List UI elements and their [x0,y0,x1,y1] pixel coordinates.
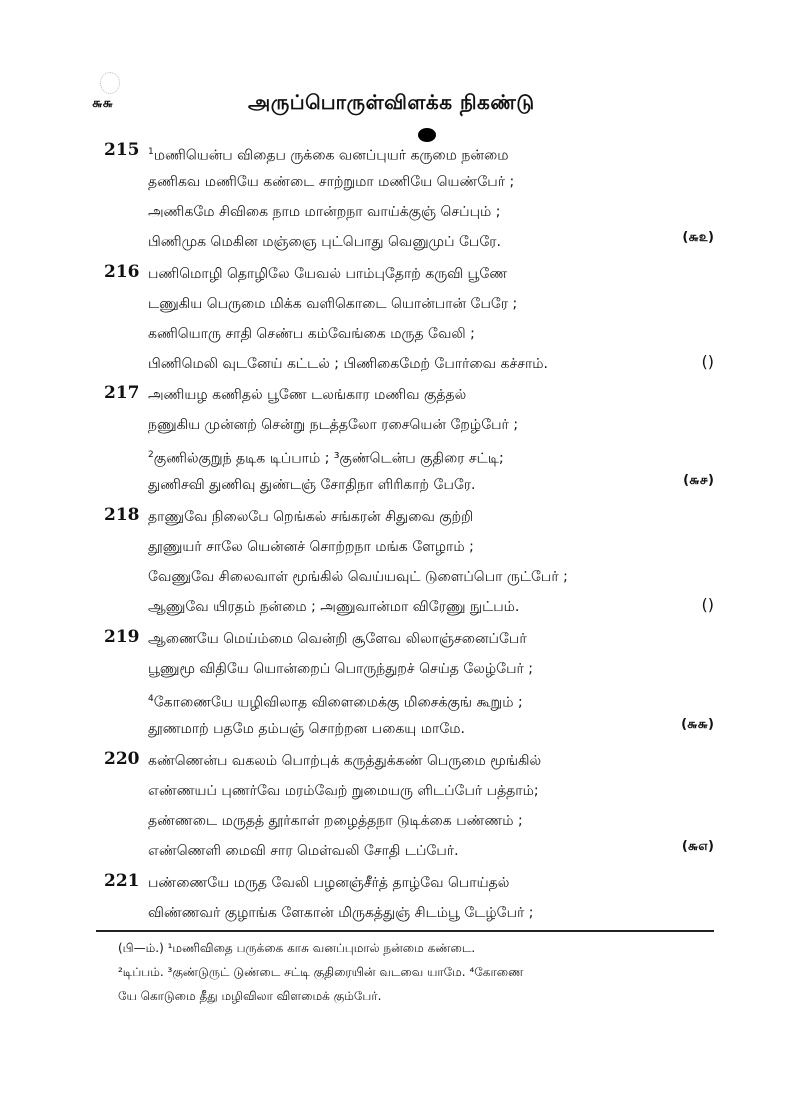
verse-text: கோணையே யழிவிலாத விளைமைக்கு மிசைக்குங் கூறும் ; [153,694,523,711]
verse-line [148,901,714,931]
stanza-count-mark: (௬௬) [681,717,714,732]
verse-line [148,230,714,260]
footnote-label: (பி—ம்.) [118,941,164,955]
verse-text: ஆணையே மெய்ம்மை வென்றி சூளேவ லிலாஞ்சனைப்பேர் [148,631,527,647]
stanza-lines [148,262,714,382]
footnotes [118,936,718,1008]
verse-line [148,352,714,382]
stanza-number: 220 [104,749,140,769]
stanza-number: 217 [104,383,140,403]
stanza-count-mark: (௬௪) [683,473,714,488]
footnote-text: ¹மணிவிதை பருக்கை காசு வனப்புமால் நன்மை கண்டை. [167,941,476,955]
stanza-count-mark: (௬௭) [681,839,714,854]
stanza-count-mark: (௬௨) [682,230,714,245]
verse-text: எண்ணெளி மைவி சார மெள்வலி சோதி டப்பேர். [148,843,459,859]
footnote-line: ²டிப்பம். ³குண்டுருட் டுண்டை சட்டி குதிரையின் வடவை யாமே. ⁴கோணை [118,965,524,979]
verse-text: துணிசவி துணிவு துண்டஞ் சோதிநா ளிரிகாற் பேரே. [148,477,476,493]
verse-line [148,292,714,322]
stanza-number: 216 [104,262,140,282]
verse-text: தாணுவே நிலைபே றெங்கல் சங்கரன் சிதுவை குற்றி [148,509,474,525]
stanza [104,627,714,747]
verse-text: தூணமாற் பதமே தம்பஞ் சொற்றன பகையு மாமே. [148,721,465,737]
stanza [104,140,714,260]
verse-text: கண்ணென்ப வகலம் பொற்புக் கருத்துக்கண் பெருமை மூங்கில் [148,753,542,769]
verse-text: பிணிமெலி வுடனேய் கட்டல் ; பிணிகைமேற் போர்வை கச்சாம். [148,356,549,372]
verse-line [148,657,714,687]
verse-text: குணில்குறுந் தடிக டிப்பாம் ; ³குண்டென்ப குதிரை சட்டி; [153,450,504,467]
stanza-count-mark: () [701,352,714,371]
verse-text: பணிமொழி தொழிலே யேவல் பாம்புதோற் கருவி பூணே [148,266,508,282]
verse-line [148,322,714,352]
footnote-line: யே கொடுமை தீது மழிவிலா விளமைக் கும்பேர். [118,989,382,1003]
stanza-lines [148,383,714,503]
stanza-lines [148,505,714,625]
verse-text: எண்ணயப் புணர்வே மரம்வேற் றுமையரு ளிடப்பேர் பத்தாம்; [148,783,539,799]
verse-text: அணியழ கணிதல் பூணே டலங்கார மணிவ குத்தல் [148,387,467,403]
footnote-line [118,936,718,960]
stanza [104,871,714,931]
stanza-lines [148,871,714,931]
stanza-lines [148,749,714,869]
stanza-number: 218 [104,505,140,525]
verse-text: டணுகிய பெருமை மிக்க வளிகொடை யொன்பான் பேரே ; [148,296,518,312]
verse-line [148,200,714,230]
footnote-marker: 1 [148,147,154,157]
ink-smudge [100,72,120,94]
verse-line [148,717,714,747]
verse-line [148,565,714,595]
stanza-lines [148,140,714,260]
verse-text: பிணிமுக மெகின மஞ்ஞை புட்பொது வெனுமுப் பேரே. [148,234,501,250]
verse-text: மணியென்ப விதைப ருக்கை வனப்புயர் கருமை நன்மை [153,147,509,164]
verse-text: ஆணுவே யிரதம் நன்மை ; அணுவான்மா விரேணு நுட்பம். [148,599,520,615]
verse-text: தூணுயர் சாலே யென்னச் சொற்றநா மங்க ளேழாம் ; [148,539,474,555]
stanza-number: 221 [104,871,140,891]
verse-line [148,170,714,200]
footnote-marker: 4 [148,694,154,704]
verse-line [148,779,714,809]
verse-line [148,627,714,657]
footnote-divider [96,930,714,932]
verse-line [148,687,714,717]
verse-text: பூணுமூ விதியே யொன்றைப் பொருந்துறச் செய்த லேழ்பேர் ; [148,661,534,677]
page-number: ௬௬ [92,96,114,111]
verse-line [148,749,714,779]
stanza-number: 219 [104,627,140,647]
verse-text: விண்ணவர் குழாங்க ளேகான் மிருகத்துஞ் சிடம்பூ டேழ்பேர் ; [148,905,534,921]
stanza [104,383,714,503]
verse-text: நணுகிய முன்னற் சென்று நடத்தலோ ரசையென் றேழ்பேர் ; [148,417,519,433]
verse-line [148,383,714,413]
footnote-marker: 2 [148,450,154,460]
verse-text: தண்ணடை மருதத் தூர்காள் றழைத்தநா டுடிக்கை பண்ணம் ; [148,813,523,829]
verse-text: தணிகவ மணியே கண்டை சாற்றுமா மணியே யெண்பேர் ; [148,174,515,190]
verse-text: அணிகமே சிவிகை நாம மான்றநா வாய்க்குஞ் செப்பும் ; [148,204,501,220]
verse-line [148,871,714,901]
verse-line [148,595,714,625]
verse-line [148,535,714,565]
stanza [104,262,714,382]
verse-text: கணியொரு சாதி செண்ப கம்வேங்கை மருத வேலி ; [148,326,475,342]
stanza-number: 215 [104,140,140,160]
verse-line [148,505,714,535]
verse-line [148,473,714,503]
verse-line [148,140,714,170]
verse-line [148,839,714,869]
verse-line [148,809,714,839]
running-title: அருப்பொருள்விளக்க நிகண்டு [248,90,535,114]
verse-line [148,262,714,292]
verse-line [148,443,714,473]
stanza-lines [148,627,714,747]
verse-text: பண்ணையே மருத வேலி பழனஞ்சீர்த் தாழ்வே பொய்தல் [148,875,510,891]
stanza-count-mark: () [701,595,714,614]
verse-text: வேணுவே சிலைவாள் மூங்கில் வெய்யவுட் டுளைப்பொ ருட்பேர் ; [148,569,568,585]
stanza [104,749,714,869]
stanza [104,505,714,625]
verse-line [148,413,714,443]
